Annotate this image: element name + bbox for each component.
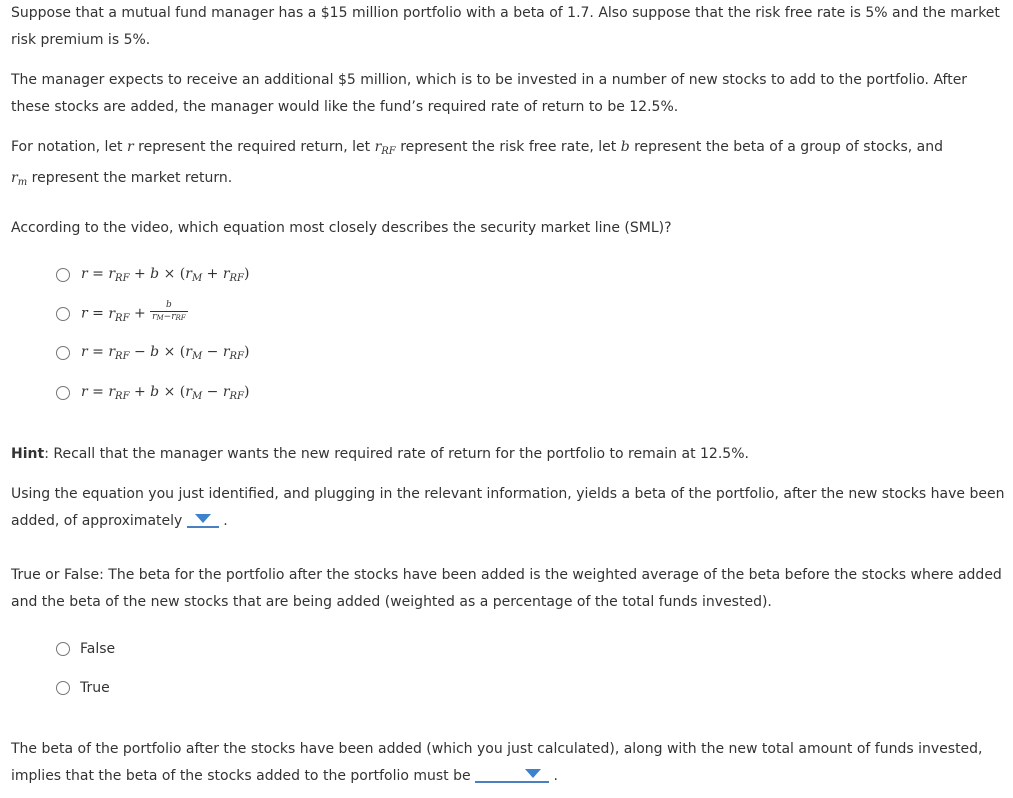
question-3-prompt: True or False: The beta for the portfolio after the stocks have been added is the weighted average of the beta before the stocks where added and the beta of the new stocks that are being added (weighted as a percentage of the total funds invested).: [11, 567, 1002, 610]
sml-option-3-radio[interactable]: [56, 346, 70, 360]
hint-label: Hint: [11, 446, 45, 462]
symbol-rrf: $r_{RF}$: [374, 139, 396, 157]
intro-paragraph-2: The manager expects to receive an additional $5 million, which is to be invested in a number of new stocks to add to the portfolio. After these stocks are added, the manager would like the fund’s required rate of return to be 12.5%.: [11, 72, 968, 115]
sml-option-1-equation[interactable]: $r = r_{RF} + b \times (r_M + r_{RF})$: [81, 266, 250, 284]
intro-paragraph-1: Suppose that a mutual fund manager has a $15 million portfolio with a beta of 1.7. Also suppose that the risk free rate is 5% and the market risk premium is 5%.: [11, 5, 1000, 48]
option-true-label[interactable]: True: [80, 680, 110, 696]
sml-option-4-radio[interactable]: [56, 386, 70, 400]
question-1-prompt: According to the video, which equation most closely describes the security market line (SML)?: [11, 220, 672, 236]
question-2: Using the equation you just identified, and plugging in the relevant information, yields a beta of the portfolio, after the new stocks have been added, of approximately .: [11, 486, 1005, 529]
symbol-rm: $r_m$: [11, 170, 28, 188]
chevron-down-icon: [525, 769, 541, 778]
hint-text: Hint: Recall that the manager wants the new required rate of return for the portfolio to remain at 12.5%.: [11, 446, 749, 462]
sml-option-2-radio[interactable]: [56, 307, 70, 321]
beta-portfolio-dropdown[interactable]: [187, 510, 219, 528]
option-false-label[interactable]: False: [80, 641, 116, 657]
option-false-radio[interactable]: [56, 642, 70, 656]
question-4: The beta of the portfolio after the stocks have been added (which you just calculated), along with the new total amount of funds invested, implies that the beta of the stocks added to the portfolio must be .: [11, 741, 983, 784]
sml-option-4-equation[interactable]: $r = r_{RF} + b \times (r_M - r_{RF})$: [81, 384, 250, 402]
beta-new-stocks-dropdown[interactable]: [475, 765, 549, 783]
sml-option-3-equation[interactable]: $r = r_{RF} - b \times (r_M - r_{RF})$: [81, 344, 250, 362]
notation-paragraph: For notation, let r represent the required return, let $r_{RF}$ represent the risk free rate, let b represent the beta of a group of stocks, and $r_m$ represent the market return.: [11, 139, 943, 188]
fraction: $\frac{b}{\text{rM−rRF}}$: [152, 300, 186, 322]
symbol-b: b: [620, 139, 630, 155]
sml-option-1-radio[interactable]: [56, 268, 70, 282]
chevron-down-icon: [195, 514, 211, 523]
symbol-r: r: [127, 139, 134, 155]
sml-option-2-equation[interactable]: $r = r_{RF}$ + $\frac{b}{\text{rM−rRF}}$: [81, 300, 186, 324]
option-true-radio[interactable]: [56, 681, 70, 695]
